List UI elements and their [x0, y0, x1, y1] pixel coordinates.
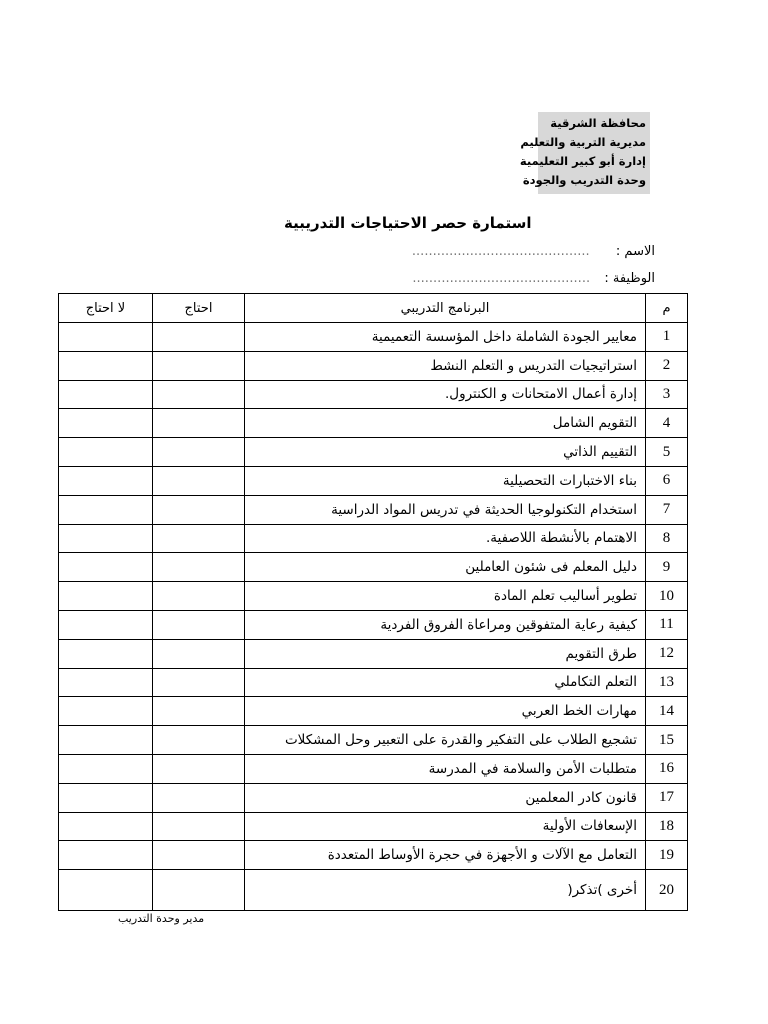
no-need-cell[interactable]	[59, 380, 153, 409]
table-row	[59, 553, 688, 582]
table-row	[59, 841, 688, 870]
row-number: 7	[646, 495, 688, 524]
row-number: 9	[646, 553, 688, 582]
program-name: مهارات الخط العربي	[245, 697, 646, 726]
program-name: أخرى )تذكر(	[245, 870, 646, 911]
no-need-cell[interactable]	[59, 783, 153, 812]
header-stamp	[519, 112, 650, 194]
no-need-cell[interactable]	[59, 524, 153, 553]
name-field-row	[355, 244, 655, 259]
need-cell[interactable]	[153, 841, 245, 870]
no-need-cell[interactable]	[59, 812, 153, 841]
row-number: 13	[646, 668, 688, 697]
header-program: البرنامج التدريبي	[245, 294, 646, 323]
no-need-cell[interactable]	[59, 870, 153, 911]
program-name: طرق التقويم	[245, 639, 646, 668]
table-row	[59, 524, 688, 553]
table-row	[59, 466, 688, 495]
row-number: 19	[646, 841, 688, 870]
no-need-cell[interactable]	[59, 553, 153, 582]
job-field-row	[355, 271, 655, 286]
no-need-cell[interactable]	[59, 438, 153, 467]
table-row	[59, 438, 688, 467]
program-name: بناء الاختبارات التحصيلية	[245, 466, 646, 495]
row-number: 20	[646, 870, 688, 911]
directorate-line: مديرية التربية والتعليم	[520, 135, 646, 149]
table-row	[59, 610, 688, 639]
program-name: كيفية رعاية المتفوقين ومراعاة الفروق الفردية	[245, 610, 646, 639]
program-name: قانون كادر المعلمين	[245, 783, 646, 812]
need-cell[interactable]	[153, 495, 245, 524]
need-cell[interactable]	[153, 754, 245, 783]
program-name: الإسعافات الأولية	[245, 812, 646, 841]
signature-label: مدير وحدة التدريب	[118, 912, 205, 925]
table-row	[59, 726, 688, 755]
no-need-cell[interactable]	[59, 668, 153, 697]
need-cell[interactable]	[153, 639, 245, 668]
training-needs-table	[58, 293, 688, 911]
row-number: 3	[646, 380, 688, 409]
no-need-cell[interactable]	[59, 351, 153, 380]
need-cell[interactable]	[153, 870, 245, 911]
no-need-cell[interactable]	[59, 610, 153, 639]
row-number: 16	[646, 754, 688, 783]
program-name: استراتيجيات التدريس و التعلم النشط	[245, 351, 646, 380]
program-name: الاهتمام بالأنشطة اللاصفية.	[245, 524, 646, 553]
need-cell[interactable]	[153, 812, 245, 841]
row-number: 8	[646, 524, 688, 553]
no-need-cell[interactable]	[59, 409, 153, 438]
row-number: 15	[646, 726, 688, 755]
governorate-line: محافظة الشرقية	[550, 116, 646, 130]
program-name: متطلبات الأمن والسلامة في المدرسة	[245, 754, 646, 783]
need-cell[interactable]	[153, 726, 245, 755]
need-cell[interactable]	[153, 438, 245, 467]
table-row	[59, 495, 688, 524]
table-row	[59, 812, 688, 841]
job-label: الوظيفة :	[604, 271, 655, 286]
table-row	[59, 351, 688, 380]
row-number: 18	[646, 812, 688, 841]
row-number: 6	[646, 466, 688, 495]
no-need-cell[interactable]	[59, 639, 153, 668]
table-header-row	[59, 294, 688, 323]
table-row	[59, 870, 688, 911]
program-name: التقييم الذاتي	[245, 438, 646, 467]
no-need-cell[interactable]	[59, 323, 153, 352]
no-need-cell[interactable]	[59, 582, 153, 611]
need-cell[interactable]	[153, 351, 245, 380]
table-row	[59, 409, 688, 438]
no-need-cell[interactable]	[59, 841, 153, 870]
need-cell[interactable]	[153, 466, 245, 495]
row-number: 2	[646, 351, 688, 380]
no-need-cell[interactable]	[59, 754, 153, 783]
table-row	[59, 783, 688, 812]
table-row	[59, 380, 688, 409]
table-row	[59, 697, 688, 726]
form-title: استمارة حصر الاحتياجات التدريبية	[284, 214, 532, 232]
table-row	[59, 582, 688, 611]
no-need-cell[interactable]	[59, 466, 153, 495]
need-cell[interactable]	[153, 380, 245, 409]
row-number: 12	[646, 639, 688, 668]
no-need-cell[interactable]	[59, 726, 153, 755]
program-name: إدارة أعمال الامتحانات و الكنترول.	[245, 380, 646, 409]
name-field[interactable]: ...........................................	[411, 244, 590, 259]
header-no-need: لا احتاج	[59, 294, 153, 323]
program-name: معايير الجودة الشاملة داخل المؤسسة التعميمية	[245, 323, 646, 352]
table-row	[59, 323, 688, 352]
row-number: 4	[646, 409, 688, 438]
no-need-cell[interactable]	[59, 495, 153, 524]
table-row	[59, 639, 688, 668]
need-cell[interactable]	[153, 610, 245, 639]
unit-line: وحدة التدريب والجودة	[522, 173, 646, 187]
program-name: التعامل مع الآلات و الأجهزة في حجرة الأوساط المتعددة	[245, 841, 646, 870]
row-number: 17	[646, 783, 688, 812]
need-cell[interactable]	[153, 582, 245, 611]
row-number: 5	[646, 438, 688, 467]
table-row	[59, 754, 688, 783]
need-cell[interactable]	[153, 323, 245, 352]
need-cell[interactable]	[153, 783, 245, 812]
program-name: تطوير أساليب تعلم المادة	[245, 582, 646, 611]
job-field[interactable]: ...........................................	[412, 271, 591, 286]
program-name: تشجيع الطلاب على التفكير والقدرة على التعبير وحل المشكلات	[245, 726, 646, 755]
need-cell[interactable]	[153, 409, 245, 438]
program-name: استخدام التكنولوجيا الحديثة في تدريس المواد الدراسية	[245, 495, 646, 524]
row-number: 10	[646, 582, 688, 611]
need-cell[interactable]	[153, 553, 245, 582]
header-need: احتاج	[153, 294, 245, 323]
program-name: التقويم الشامل	[245, 409, 646, 438]
program-name: التعلم التكاملي	[245, 668, 646, 697]
row-number: 11	[646, 610, 688, 639]
header-num: م	[646, 294, 688, 323]
table-row	[59, 668, 688, 697]
name-label: الاسم :	[615, 244, 655, 259]
administration-line: إدارة أبو كبير التعليمية	[519, 154, 646, 168]
no-need-cell[interactable]	[59, 697, 153, 726]
program-name: دليل المعلم فى شئون العاملين	[245, 553, 646, 582]
need-cell[interactable]	[153, 668, 245, 697]
row-number: 1	[646, 323, 688, 352]
need-cell[interactable]	[153, 697, 245, 726]
need-cell[interactable]	[153, 524, 245, 553]
row-number: 14	[646, 697, 688, 726]
